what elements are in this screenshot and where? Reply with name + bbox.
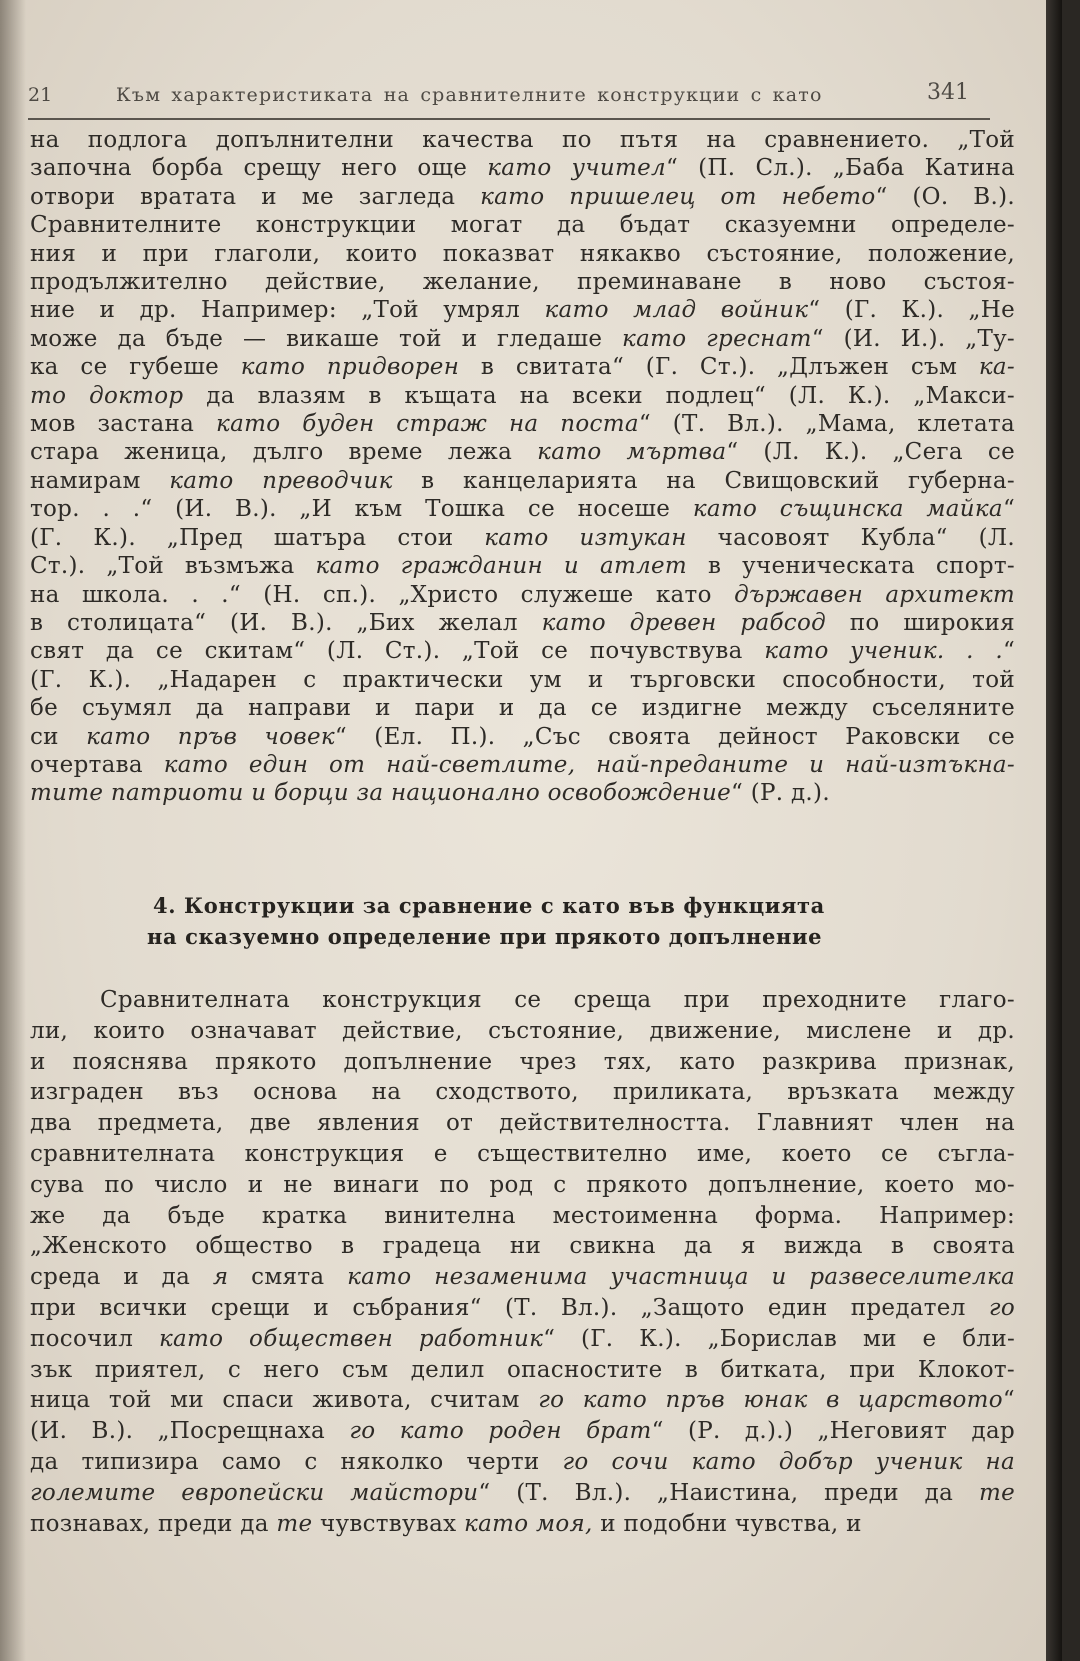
italic-example: те [978,1479,1015,1506]
italic-example: като моя, [464,1510,593,1537]
text-line [30,353,1015,381]
text-line [30,694,1015,722]
italic-example: като придворен [240,354,460,381]
text-line [30,1231,1015,1262]
text-line [30,268,1015,296]
page-edge [1046,0,1062,1661]
text-run: “ (Р. д.).) „Неговият дар [651,1418,1015,1445]
italic-example: те [276,1510,313,1537]
text-run: ка се губеше [30,354,241,381]
text-line [30,438,1015,466]
paragraph-section-3-end [30,126,1015,808]
text-run: намирам [30,467,170,494]
text-line [30,666,1015,694]
italic-example: ка- [978,354,1015,381]
text-line [30,495,1015,523]
text-run: Сравнителните конструкции могат да бъдат сказуемни определе- [30,212,1015,239]
text-run: среда и да [30,1264,213,1291]
italic-example: като греснат [622,325,812,352]
text-run: посочил [30,1325,159,1352]
text-run: да типизира само с няколко черти [30,1448,563,1475]
text-line [30,467,1015,495]
italic-example: като буден страж на поста [216,411,639,438]
italic-example: като млад войник [544,297,809,324]
italic-example: го [988,1294,1015,1321]
text-run: же да бъде кратка винителна местоименна форма. Например: [30,1202,1015,1229]
text-run: мов застана [30,411,217,438]
text-line [30,1416,1015,1447]
italic-example: като древен рабсод [541,609,826,636]
text-run: смята [228,1264,348,1291]
italic-example: я [212,1264,229,1291]
text-line [30,410,1015,438]
text-run: (Г. К.). „Пред шатъра стои [30,524,485,551]
text-line [30,382,1015,410]
text-line [30,183,1015,211]
text-line [30,1262,1015,1293]
text-line [30,1293,1015,1324]
text-run: ница той ми спаси живота, считам [30,1387,539,1414]
text-run: “ (Р. д.). [731,780,830,807]
page-number-left: 21 [28,84,53,106]
text-line [30,581,1015,609]
section-heading-line-1: 4. Конструкции за сравнение с като във функцията [153,893,825,918]
italic-example: като изтукан [484,524,687,551]
text-run: в ученическата спорт- [687,553,1015,580]
text-run: “ (Г. К.). „Борислав ми е бли- [543,1325,1016,1352]
text-run: зък приятел, с него съм делил опасностите в битката, при Клокот- [30,1356,1015,1383]
running-header [28,78,993,114]
text-run: Сравнителната конструкция се среща при преходните глаго- [100,987,1015,1013]
text-run: “ (Т. Вл.). „Наистина, преди да [478,1479,979,1506]
italic-example: като обществен работник [158,1325,544,1352]
text-run: в столицата“ (И. В.). „Бих желал [30,609,542,636]
text-run: “ (П. Сл.). „Баба Катина [665,155,1016,182]
text-run: стара женица, дълго време лежа [30,439,538,466]
text-line [30,1201,1015,1232]
italic-example: като мъртва [537,439,727,466]
italic-example: като пришелец от небето [480,183,876,210]
text-run: продължително действие, желание, преминаване в ново състоя- [30,269,1015,296]
text-line [30,552,1015,580]
text-line [30,1509,1015,1540]
page-number: 341 [927,80,969,105]
text-line [30,240,1015,268]
text-run: “ (Г. К.). „Не [808,297,1015,324]
text-run: си [30,723,87,750]
text-run: по широкия [826,609,1015,636]
text-line [30,325,1015,353]
text-line [30,126,1015,154]
text-run: в свитата“ (Г. Ст.). „Длъжен съм [459,354,979,381]
text-run: часовоят Кубла“ (Л. [686,524,1015,551]
italic-example: като учител [487,155,666,182]
italic-example: държавен архитект [734,581,1016,608]
header-rule [28,118,990,120]
text-line [30,1447,1015,1478]
text-line [30,1385,1015,1416]
text-line [30,609,1015,637]
section-heading [130,890,930,952]
text-run: (Г. К.). „Надарен с практически ум и търговски способности, той [30,666,1015,693]
text-line [30,524,1015,552]
text-line [30,1108,1015,1139]
text-run: може да бъде — викаше той и гледаше [30,325,623,352]
text-run: “ [1002,1387,1015,1414]
text-line [30,1478,1015,1509]
text-line [30,779,1015,807]
text-run: и подобни чувства, и [592,1510,862,1537]
text-line [30,1324,1015,1355]
text-run: чувствувах [312,1510,465,1537]
text-run: сравнителната конструкция е съществително име, което се съгла- [30,1140,1015,1167]
text-line [30,211,1015,239]
italic-example: като същинска майка [692,496,1003,523]
text-run: да влазям в къщата на всеки подлец“ (Л. К.). „Макси- [183,382,1015,409]
text-line [30,637,1015,665]
italic-example: големите европейски майстори [30,1479,479,1506]
text-run: на школа. . .“ (Н. сп.). „Христо служеше като [30,581,735,608]
text-line [30,1170,1015,1201]
text-run: “ (И. И.). „Ту- [811,325,1015,352]
text-line [30,154,1015,182]
text-run: „Женското общество в градеца ни свикна да я вижда в своята [30,1233,1015,1260]
italic-example: като един от най-светлите, най-преданите и най-изтъкна- [163,751,1015,778]
text-line [30,751,1015,779]
text-run: Ст.). „Той възмъжа [30,553,316,580]
text-run: свят да се скитам“ (Л. Ст.). „Той се почувствува [30,638,765,665]
text-run: и пояснява прякото допълнение чрез тях, като разкрива признак, [30,1048,1015,1075]
text-line [30,1355,1015,1386]
italic-example: тите патриоти и борци за национално освобождение [30,780,732,807]
section-heading-line-2: на сказуемно определение при прякото допълнение [147,924,823,949]
running-title: Към характеристиката на сравнителните конструкции с като [116,84,823,106]
text-run: ние и др. Например: „Той умрял [30,297,545,324]
text-run: отвори вратата и ме загледа [30,183,481,210]
text-line [30,1077,1015,1108]
text-run: в канцеларията на Свищовский губерна- [392,467,1015,494]
text-run: изграден въз основа на сходството, приликата, връзката между [30,1079,1015,1106]
text-line [30,985,1015,1016]
italic-example: като незаменима участница и развеселителка [347,1264,1016,1291]
text-run: познавах, преди да [30,1510,277,1537]
italic-example: то доктор [30,382,184,409]
italic-example: го сочи като добър ученик на [562,1448,1015,1475]
text-run: ния и при глаголи, които показват някакво състояние, положение, [30,240,1015,267]
text-run: на подлога допълнителни качества по пътя на сравнението. „Той [30,127,1015,153]
italic-example: като преводчик [169,467,393,494]
text-line [30,1139,1015,1170]
italic-example: го като роден брат [349,1418,652,1445]
text-run: “ [1002,638,1015,665]
text-run: “ (Л. К.). „Сега се [726,439,1015,466]
text-line [30,723,1015,751]
text-run: тор. . .“ (И. В.). „И към Тошка се носеше [30,496,693,523]
text-run: два предмета, две явления от действителността. Главният член на [30,1110,1015,1137]
italic-example: като пръв човек [86,723,335,750]
text-run: очертава [30,751,164,778]
text-run: “ (О. В.). [875,183,1015,210]
text-run: ли, които означават действие, състояние, движение, мислене и др. [30,1017,1015,1044]
italic-example: като гражданин и атлет [315,553,688,580]
italic-example: като ученик. . . [764,638,1003,665]
text-run: “ (Т. Вл.). „Мама, клетата [638,411,1015,438]
text-line [30,296,1015,324]
binding-shadow [0,0,26,1661]
text-run: при всички срещи и събрания“ (Т. Вл.). „Защото един предател [30,1294,989,1321]
text-run: сува по число и не винаги по род с прякото допълнение, което мо- [30,1171,1015,1198]
italic-example: го като пръв юнак в царството [538,1387,1003,1414]
text-run: (И. В.). „Посрещнаха [30,1418,350,1445]
text-run: бе съумял да направи и пари и да се издигне между съселяните [30,695,1015,722]
paragraph-section-4 [30,985,1015,1539]
text-line [30,1047,1015,1078]
text-line [30,1016,1015,1047]
text-run: започна борба срещу него още [30,155,488,182]
text-run: “ (Ел. П.). „Със своята дейност Раковски се [334,723,1015,750]
text-run: “ [1002,496,1015,523]
